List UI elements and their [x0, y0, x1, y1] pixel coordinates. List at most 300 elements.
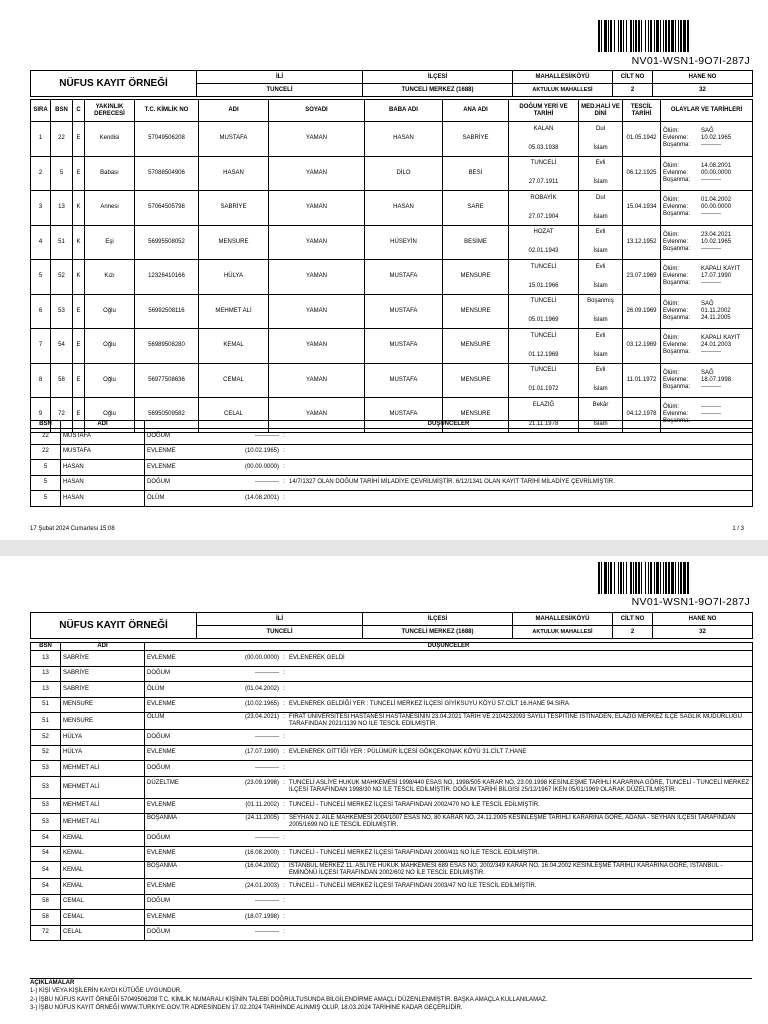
value-olum: 23.04.2021 — [701, 231, 732, 238]
note-bsn: 52 — [31, 730, 61, 746]
cell-soyadi: YAMAN — [269, 363, 365, 398]
cell-adi: MUSTAFA — [199, 122, 269, 157]
note-bsn: 53 — [31, 761, 61, 777]
value-evlenme: 18.07.1998 — [701, 376, 732, 383]
notes-table-p2 — [30, 642, 753, 941]
note-adi: KEMAL — [61, 846, 145, 862]
note-row — [31, 491, 753, 507]
cell-c: E — [73, 398, 85, 433]
value-bosanma: ---------- — [701, 245, 721, 252]
note-event: DOĞUM — [147, 929, 170, 936]
note-event: EVLENME — [147, 448, 176, 455]
cell-yakinlik: Annesi — [85, 191, 135, 226]
cell-tescil: 23.07.1969 — [623, 260, 661, 295]
label-evlenme: Evlenme: — [663, 307, 689, 314]
cell-ana: MENSURE — [443, 294, 509, 329]
note-bsn: 58 — [31, 894, 61, 910]
note-row — [31, 444, 753, 460]
note-adi: HASAN — [61, 475, 145, 491]
cell-medeni — [579, 260, 623, 295]
note-text — [289, 765, 750, 772]
cell-sira: 3 — [31, 191, 51, 226]
note-text — [289, 914, 750, 921]
religion: İslam — [593, 248, 608, 255]
label-evlenme: Evlenme: — [663, 238, 689, 245]
cell-bsn: 58 — [51, 363, 73, 398]
column-header: ANA ADI — [443, 100, 509, 122]
note-event: DOĞUM — [147, 764, 170, 771]
cell-sira: 7 — [31, 329, 51, 364]
note-adi: HÜLYA — [61, 745, 145, 761]
persons-table — [30, 99, 753, 433]
cell-tescil: 03.12.1969 — [623, 329, 661, 364]
birth-date: 01.12.1969 — [528, 351, 559, 358]
cell-dogum — [509, 363, 579, 398]
cell-soyadi: YAMAN — [269, 122, 365, 157]
value-bosanma: ---------- — [701, 418, 721, 425]
note-adi: HASAN — [61, 460, 145, 476]
note-date: ------------ — [255, 834, 279, 841]
note-adi: MEHMET ALİ — [61, 798, 145, 814]
column-header: MED.HALİ VE DİNİ — [579, 100, 623, 122]
note-text — [289, 734, 750, 741]
column-header: ADI — [199, 100, 269, 122]
marital-status: Evli — [595, 332, 606, 339]
column-header: T.C. KİMLİK NO — [135, 100, 199, 122]
religion: İslam — [593, 144, 608, 151]
notes-head-bsn: BSN — [31, 421, 61, 429]
note-adi: SABRİYE — [61, 651, 145, 667]
cell-adi: HÜLYA — [199, 260, 269, 295]
column-header: BSN — [51, 100, 73, 122]
note-text: FIRAT ÜNİVERSİTESİ HASTANESİ HASTANESİNİN 23.04.2021 TARİH VE 2104232093 SAYILI TESPİTİNE İSTİNADEN, ELAZIĞ MERKEZ İLÇE SAĞLIK MÜDÜRLÜĞÜ TARAFINDAN 2021/1139 NO İLE TESCİL EDİLMİŞTİR. — [289, 714, 742, 727]
cell-tescil: 15.04.1934 — [623, 191, 661, 226]
value-cilt: 2 — [613, 626, 653, 639]
note-content: DOĞUM ------------ : 14/7/1327 OLAN DOĞUM TARİHİ MİLADİYE ÇEVRİLMİŞTİR. 6/12/1341 OLAN KAYIT TARİHİ MİLADİYE ÇEVRİLMİŞTİR. — [145, 475, 753, 491]
birth-date: 05.01.1969 — [528, 317, 559, 324]
note-date: ------------ — [255, 670, 279, 677]
cell-c: E — [73, 329, 85, 364]
cell-soyadi: YAMAN — [269, 329, 365, 364]
explanation-item: 3-) İŞBU NÜFUS KAYIT ÖRNEĞİ WWW.TURKIYE.GOV.TR ADRESİNDEN 17.02.2024 TARİHİNDE ALINMIŞ OLUP, 18.03.2024 TARİHİNE KADAR GEÇERLİDİR. — [30, 1005, 463, 1012]
explanation-item: 2-) İŞBU NÜFUS KAYIT ÖRNEĞİ 57049506208 T.C. KİMLİK NUMARALI KİŞİNİN TALEBİ DOĞRULTUSUNDA BİLGİLENDİRME AMAÇLI DÜZENLENMİŞTİR. BAŞKA AMAÇLA KULLANILAMAZ. — [30, 996, 548, 1003]
cell-baba: DİLO — [365, 156, 443, 191]
cell-baba: MUSTAFA — [365, 329, 443, 364]
label-bosanma: Boşanma: — [663, 142, 691, 149]
note-event: DOĞUM — [147, 670, 170, 677]
document-title: NÜFUS KAYIT ÖRNEĞİ — [31, 71, 197, 97]
value-il: TUNCELİ — [197, 626, 363, 639]
label-mahalle: MAHALLESİ/KÖYÜ — [513, 613, 613, 626]
note-text: TUNCELİ ASLİYE HUKUK MAHKEMESİ 1998/440 ESAS NO, 1998/505 KARAR NO, 23.09.1998 KESİNLEŞME TARİHLİ KARARINA GÖRE, TUNCELİ - TUNCELİ MERKEZ İLÇESİ TARAFINDAN 1998/30 NO İLE TESCİL EDİLMİŞTİR. DOĞUM TARİHİ BİLGİSİ 25/12/1967 İKEN 05/01/1969 OLARAK DÜZELTİLMİŞTİR. — [289, 780, 750, 793]
value-ilce: TUNCELİ MERKEZ (1688) — [363, 626, 513, 639]
note-event: EVLENME — [147, 913, 176, 920]
birth-date: 05.03.1938 — [528, 144, 559, 151]
note-date: (23.09.1998) — [244, 780, 279, 787]
cell-tescil: 04.12.1978 — [623, 398, 661, 433]
label-bosanma: Boşanma: — [663, 176, 691, 183]
note-bsn: 58 — [31, 910, 61, 926]
note-text: EVLENEREK GELDİ — [289, 654, 345, 661]
value-evlenme: 10.02.1965 — [701, 238, 732, 245]
note-content: BOŞANMA (24.11.2005) : SEYHAN 2. AİLE MAHKEMESİ 2004/1007 ESAS NO, 80 KARAR NO, 24.11.2005 KESİNLEŞME TARİHLİ KARARINA GÖRE, ADANA - SEYHAN İLÇESİ TARAFINDAN 2005/1699 NO İLE TESCİL EDİLMİŞTİR. — [145, 814, 753, 831]
label-evlenme: Evlenme: — [663, 135, 689, 142]
note-adi: MEHMET ALİ — [61, 761, 145, 777]
note-event: EVLENME — [147, 749, 176, 756]
cell-olaylar — [661, 122, 753, 157]
birth-place: ELAZIĞ — [532, 401, 555, 408]
note-event: ÖLÜM — [147, 494, 165, 501]
note-event: EVLENME — [147, 701, 176, 708]
cell-baba: HASAN — [365, 191, 443, 226]
note-event: DOĞUM — [147, 898, 170, 905]
note-row — [31, 651, 753, 667]
value-bosanma: ---------- — [701, 280, 721, 287]
label-il: İLİ — [197, 71, 363, 84]
column-header: DOĞUM YERİ VE TARİHİ — [509, 100, 579, 122]
label-bosanma: Boşanma: — [663, 349, 691, 356]
cell-sira: 1 — [31, 122, 51, 157]
notes-head-dusunceler: DÜŞÜNCELER — [145, 421, 753, 429]
note-date: (17.07.1990) — [244, 749, 279, 756]
marital-status: Bekâr — [592, 401, 609, 408]
cell-soyadi: YAMAN — [269, 225, 365, 260]
label-bosanma: Boşanma: — [663, 383, 691, 390]
label-ilce: İLÇESİ — [363, 613, 513, 626]
cell-olaylar — [661, 191, 753, 226]
note-adi: SABRİYE — [61, 666, 145, 682]
label-evlenme: Evlenme: — [663, 169, 689, 176]
label-evlenme: Evlenme: — [663, 342, 689, 349]
person-row — [31, 225, 753, 260]
note-text: 14/7/1327 OLAN DOĞUM TARİHİ MİLADİYE ÇEVRİLMİŞTİR. 6/12/1341 OLAN KAYIT TARİHİ MİLADİYE ÇEVRİLMİŞTİR. — [289, 479, 615, 486]
value-olum: KAPALI KAYIT — [701, 266, 741, 273]
note-bsn: 51 — [31, 697, 61, 713]
birth-place: TUNCELİ — [530, 298, 557, 305]
marital-status: Evli — [595, 229, 606, 236]
note-text — [289, 464, 750, 471]
cell-tc: 56977508636 — [135, 363, 199, 398]
note-adi: MENSURE — [61, 713, 145, 730]
cell-sira: 4 — [31, 225, 51, 260]
note-date: (16.08.2000) — [244, 850, 279, 857]
value-bosanma: ---------- — [701, 176, 721, 183]
cell-bsn: 22 — [51, 122, 73, 157]
cell-bsn: 53 — [51, 294, 73, 329]
value-olum: 01.04.2002 — [701, 197, 732, 204]
note-row — [31, 475, 753, 491]
label-bosanma: Boşanma: — [663, 314, 691, 321]
note-event: EVLENME — [147, 850, 176, 857]
cell-sira: 8 — [31, 363, 51, 398]
label-il: İLİ — [197, 613, 363, 626]
cell-c: E — [73, 122, 85, 157]
note-content: EVLENME (10.02.1965) : EVLENEREK GELDİĞİ YER : TUNCELİ MERKEZ İLÇESİ GİYİKSUYU KÖYÜ 57.CİLT 16.HANE 94.SIRA — [145, 697, 753, 713]
cell-c: K — [73, 260, 85, 295]
birth-place: TUNCELİ — [530, 160, 557, 167]
cell-c: K — [73, 191, 85, 226]
print-datetime: 17 Şubat 2024 Cumartesi 15:08 — [30, 526, 115, 532]
explanations — [30, 978, 752, 1013]
value-mahalle: AKTULUK MAHALLESİ — [513, 626, 613, 639]
cell-medeni — [579, 329, 623, 364]
cell-adi: KEMAL — [199, 329, 269, 364]
note-adi: KEMAL — [61, 831, 145, 847]
cell-yakinlik: Babası — [85, 156, 135, 191]
note-row — [31, 846, 753, 862]
note-date: (24.11.2005) — [245, 815, 279, 822]
label-bosanma: Boşanma: — [663, 418, 691, 425]
birth-date: 27.07.1904 — [528, 213, 559, 220]
header-table — [30, 70, 753, 97]
cell-yakinlik: Oğlu — [85, 398, 135, 433]
cell-bsn: 54 — [51, 329, 73, 364]
note-content: EVLENME (17.07.1990) : EVLENEREK GİTTİĞİ YER : PÜLÜMÜR İLÇESİ GÖKÇEKONAK KÖYÜ 31.CİLT 7.HANE — [145, 745, 753, 761]
note-adi: KEMAL — [61, 862, 145, 879]
value-evlenme: ---------- — [701, 411, 721, 418]
note-date: (00.00.0000) — [244, 654, 279, 661]
label-olum: Ölüm: — [663, 266, 680, 273]
note-content: DOĞUM ------------ : — [145, 925, 753, 941]
notes-head-adi: ADI — [61, 421, 145, 429]
label-bosanma: Boşanma: — [663, 211, 691, 218]
label-hane: HANE NO — [653, 613, 753, 626]
cell-sira: 6 — [31, 294, 51, 329]
label-olum: Ölüm: — [663, 335, 680, 342]
header-table-p2 — [30, 612, 753, 639]
label-mahalle: MAHALLESİ/KÖYÜ — [513, 71, 613, 84]
value-bosanma: 24.11.2005 — [701, 314, 731, 321]
religion: İslam — [593, 179, 608, 186]
person-row — [31, 329, 753, 364]
marital-status: Dul — [595, 125, 605, 132]
cell-soyadi: YAMAN — [269, 398, 365, 433]
note-row — [31, 862, 753, 879]
notes-table-p1 — [30, 420, 753, 507]
label-ilce: İLÇESİ — [363, 71, 513, 84]
note-row — [31, 879, 753, 895]
note-bsn: 5 — [31, 475, 61, 491]
cell-c: E — [73, 363, 85, 398]
label-evlenme: Evlenme: — [663, 376, 689, 383]
person-row — [31, 363, 753, 398]
cell-ana: SARE — [443, 191, 509, 226]
note-text — [289, 898, 750, 905]
note-bsn: 22 — [31, 444, 61, 460]
note-date: (16.04.2002) — [244, 863, 279, 870]
cell-ana: BESİME — [443, 225, 509, 260]
note-text — [289, 433, 750, 440]
note-text: EVLENEREK GİTTİĞİ YER : PÜLÜMÜR İLÇESİ GÖKÇEKONAK KÖYÜ 31.CİLT 7.HANE — [289, 749, 527, 756]
note-bsn: 53 — [31, 776, 61, 798]
religion: İslam — [593, 282, 608, 289]
cell-olaylar — [661, 294, 753, 329]
cell-bsn: 52 — [51, 260, 73, 295]
note-adi: MUSTAFA — [61, 429, 145, 445]
value-bosanma: ---------- — [701, 383, 721, 390]
note-adi: MEHMET ALİ — [61, 814, 145, 831]
note-bsn: 5 — [31, 460, 61, 476]
value-mahalle: AKTULUK MAHALLESİ — [513, 84, 613, 97]
note-row — [31, 682, 753, 698]
birth-place: TUNCELİ — [530, 367, 557, 374]
note-adi: CEMAL — [61, 894, 145, 910]
cell-adi: SABRİYE — [199, 191, 269, 226]
cell-yakinlik: Oğlu — [85, 294, 135, 329]
value-olum: SAĞ — [701, 128, 714, 135]
note-bsn: 53 — [31, 814, 61, 831]
person-row — [31, 156, 753, 191]
person-row — [31, 122, 753, 157]
note-row — [31, 814, 753, 831]
note-text — [289, 448, 750, 455]
note-content: ÖLÜM (23.04.2021) : FIRAT ÜNİVERSİTESİ HASTANESİ HASTANESİNİN 23.04.2021 TARİH VE 2104232093 SAYILI TESPİTİNE İSTİNADEN, ELAZIĞ MERKEZ İLÇE SAĞLIK MÜDÜRLÜĞÜ TARAFINDAN 2021/1139 NO İLE TESCİL EDİLMİŞTİR. — [145, 713, 753, 730]
note-content: EVLENME (00.00.0000) : EVLENEREK GELDİ — [145, 651, 753, 667]
birth-place: HOZAT — [533, 229, 554, 236]
note-date: (23.04.2021) — [244, 714, 279, 721]
cell-adi: HASAN — [199, 156, 269, 191]
cell-soyadi: YAMAN — [269, 191, 365, 226]
note-content: DOĞUM ------------ : — [145, 761, 753, 777]
cell-sira: 9 — [31, 398, 51, 433]
note-event: BOŞANMA — [147, 815, 178, 822]
marital-status: Evli — [595, 367, 606, 374]
note-row — [31, 666, 753, 682]
cell-adi: CELAL — [199, 398, 269, 433]
birth-date: 27.07.1911 — [528, 179, 559, 186]
cell-baba: MUSTAFA — [365, 363, 443, 398]
cell-medeni — [579, 363, 623, 398]
label-evlenme: Evlenme: — [663, 273, 689, 280]
cell-c: E — [73, 156, 85, 191]
label-olum: Ölüm: — [663, 197, 680, 204]
note-bsn: 51 — [31, 713, 61, 730]
document-number: NV01-WSN1-9O7I-287J — [631, 55, 750, 67]
label-evlenme: Evlenme: — [663, 204, 689, 211]
document-title: NÜFUS KAYIT ÖRNEĞİ — [31, 613, 197, 639]
value-bosanma: ---------- — [701, 349, 721, 356]
cell-medeni — [579, 294, 623, 329]
note-row — [31, 730, 753, 746]
note-bsn: 54 — [31, 846, 61, 862]
note-event: DOĞUM — [147, 479, 170, 486]
barcode-icon — [598, 562, 750, 594]
value-evlenme: 17.07.1990 — [701, 273, 732, 280]
document-number: NV01-WSN1-9O7I-287J — [631, 596, 750, 608]
cell-adi: MENSURE — [199, 225, 269, 260]
note-bsn: 72 — [31, 925, 61, 941]
label-olum: Ölüm: — [663, 369, 680, 376]
note-date: ------------ — [255, 929, 279, 936]
cell-tescil: 26.09.1969 — [623, 294, 661, 329]
cell-tescil: 11.01.1972 — [623, 363, 661, 398]
value-ilce: TUNCELİ MERKEZ (1688) — [363, 84, 513, 97]
birth-date: 01.01.1972 — [528, 386, 559, 393]
cell-c: E — [73, 294, 85, 329]
value-hane: 32 — [653, 626, 753, 639]
note-event: DOĞUM — [147, 432, 170, 439]
cell-tc: 57088504906 — [135, 156, 199, 191]
birth-date: 15.01.1966 — [528, 282, 559, 289]
cell-baba: MUSTAFA — [365, 294, 443, 329]
label-olum: Ölüm: — [663, 300, 680, 307]
cell-tc: 56995508052 — [135, 225, 199, 260]
note-content: DOĞUM ------------ : — [145, 831, 753, 847]
value-olum: KAPALI KAYIT — [701, 335, 741, 342]
value-il: TUNCELİ — [197, 84, 363, 97]
cell-olaylar — [661, 329, 753, 364]
note-bsn: 54 — [31, 831, 61, 847]
marital-status: Dul — [595, 194, 605, 201]
cell-olaylar — [661, 363, 753, 398]
religion: İslam — [593, 386, 608, 393]
label-olum: Ölüm: — [663, 231, 680, 238]
note-adi: KEMAL — [61, 879, 145, 895]
note-event: DOĞUM — [147, 834, 170, 841]
note-event: EVLENME — [147, 802, 176, 809]
note-content: BOŞANMA (16.04.2002) : İSTANBUL MERKEZ 11. ASLİYE HUKUK MAHKEMESİ 689 ESAS NO, 2002/349 KARAR NO, 16.04.2002 KESİNLEŞME TARİHLİ KARARINA GÖRE, İSTANBUL - EMİNÖNÜ İLÇESİ TARAFINDAN 2002/602 NO İLE TESCİL EDİLMİŞTİR. — [145, 862, 753, 879]
note-event: DOĞUM — [147, 733, 170, 740]
birth-place: TUNCELİ — [530, 332, 557, 339]
birth-place: TUNCELİ — [530, 263, 557, 270]
religion: İslam — [593, 420, 608, 427]
cell-yakinlik: Oğlu — [85, 329, 135, 364]
cell-ana: BESİ — [443, 156, 509, 191]
note-content: EVLENME (18.07.1998) : — [145, 910, 753, 926]
page-number: 1 / 3 — [732, 526, 744, 532]
note-date: ------------ — [255, 733, 279, 740]
note-row — [31, 910, 753, 926]
cell-bsn: 5 — [51, 156, 73, 191]
note-adi: HASAN — [61, 491, 145, 507]
column-header: OLAYLAR VE TARİHLERİ — [661, 100, 753, 122]
label-cilt: CİLT NO — [613, 613, 653, 626]
note-date: (01.04.2002) — [244, 685, 279, 692]
value-evlenme: 10.02.1965 — [701, 135, 732, 142]
cell-tc: 12326410166 — [135, 260, 199, 295]
column-header: YAKINLIK DERECESİ — [85, 100, 135, 122]
note-event: ÖLÜM — [147, 714, 165, 721]
cell-bsn: 13 — [51, 191, 73, 226]
note-row — [31, 925, 753, 941]
note-content: DOĞUM ------------ : — [145, 429, 753, 445]
note-event: EVLENME — [147, 654, 176, 661]
column-header: C — [73, 100, 85, 122]
note-bsn: 54 — [31, 862, 61, 879]
note-adi: SABRİYE — [61, 682, 145, 698]
cell-soyadi: YAMAN — [269, 156, 365, 191]
explanations-title: AÇIKLAMALAR — [30, 980, 75, 986]
cell-yakinlik: Eşi — [85, 225, 135, 260]
explanation-item: 1-) KİŞİ VEYA KİŞİLERİN KAYDI KÜTÜĞE UYGUNDUR. — [30, 988, 182, 995]
value-evlenme: 00.00.0000 — [701, 169, 732, 176]
birth-place: KALAN — [533, 125, 554, 132]
cell-tescil: 13.12.1952 — [623, 225, 661, 260]
note-adi: MENSURE — [61, 697, 145, 713]
note-content: EVLENME (24.01.2003) : TUNCELİ - TUNCELİ MERKEZ İLÇESİ TARAFINDAN 2003/47 NO İLE TESCİL EDİLMİŞTİR. — [145, 879, 753, 895]
note-bsn: 5 — [31, 491, 61, 507]
cell-tc: 57049506208 — [135, 122, 199, 157]
note-bsn: 22 — [31, 429, 61, 445]
note-text — [289, 495, 750, 502]
note-content: EVLENME (00.00.0000) : — [145, 460, 753, 476]
birth-date: 21.11.1978 — [528, 420, 559, 427]
note-bsn: 53 — [31, 798, 61, 814]
note-content: ÖLÜM (01.04.2002) : — [145, 682, 753, 698]
person-row — [31, 191, 753, 226]
note-date: ------------ — [255, 898, 279, 905]
label-bosanma: Boşanma: — [663, 245, 691, 252]
